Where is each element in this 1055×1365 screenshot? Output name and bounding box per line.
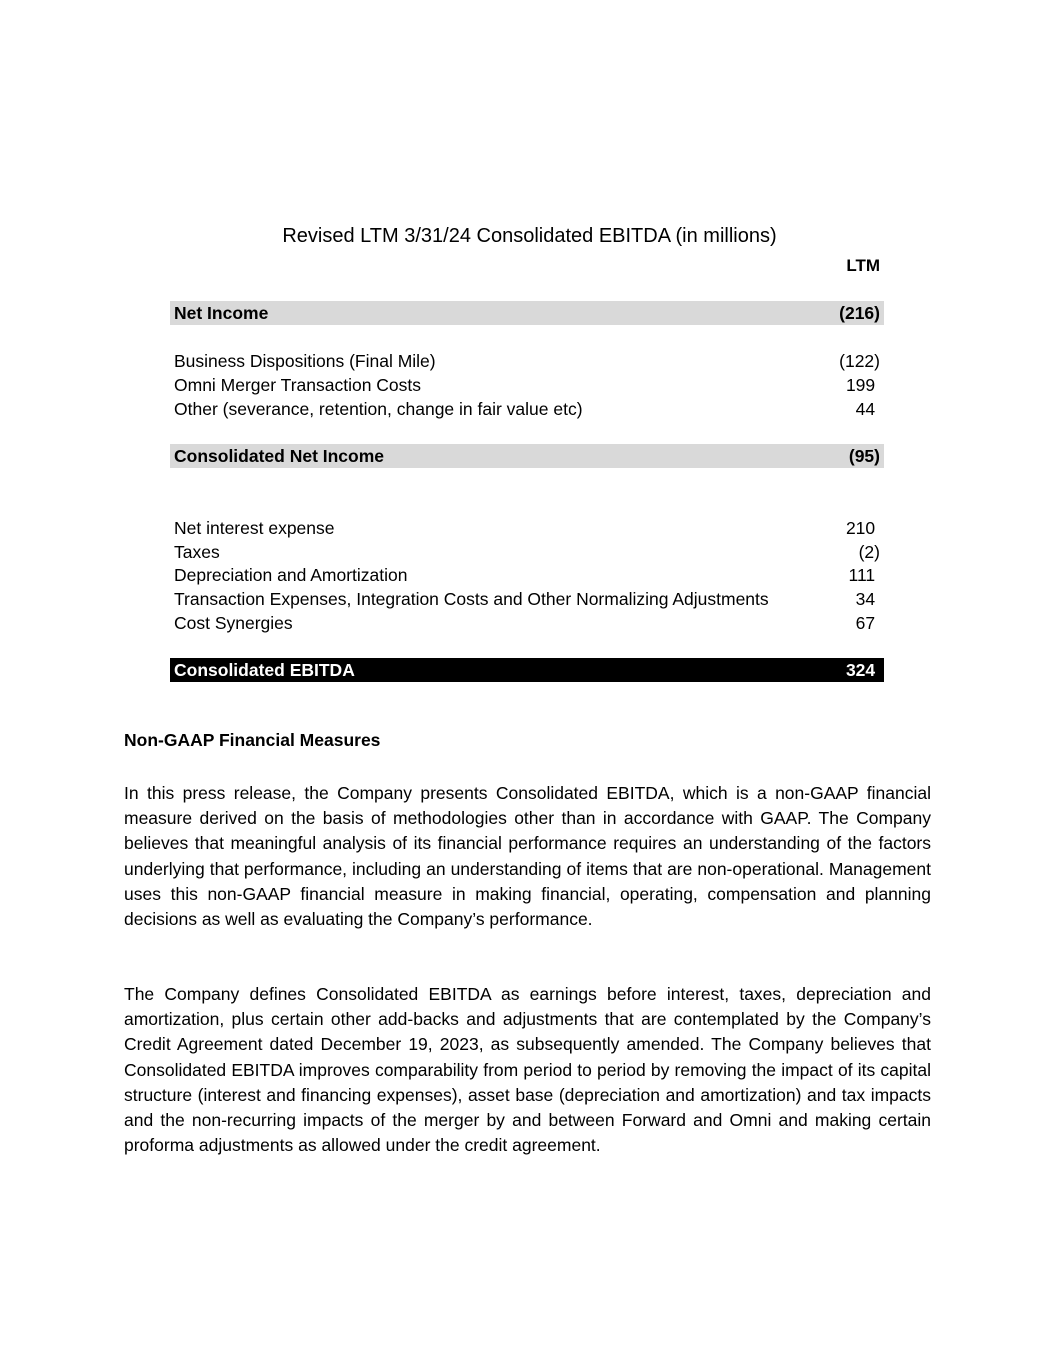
row-label: Net interest expense: [174, 518, 335, 538]
column-header-ltm: LTM: [846, 256, 880, 275]
table-row-consolidated-net-income: [170, 444, 884, 468]
table-row: [170, 540, 884, 564]
paragraph-1: In this press release, the Company presents Consolidated EBITDA, which is a non-GAAP financial measure derived on the basis of methodologies other than in accordance with GAAP. The Company believes that meaningful analysis of its financial performance requires an understanding of the factors underlying that performance, including an understanding of items that are non-operational. Management uses this non-GAAP financial measure in making financial, operating, compensation and planning decisions as well as evaluating the Company’s performance.: [124, 783, 931, 930]
table-row: [170, 611, 884, 635]
table-row: [170, 349, 884, 373]
row-label: Other (severance, retention, change in fair value etc): [174, 399, 583, 419]
row-value: (2): [858, 542, 880, 562]
row-value: 111: [848, 565, 880, 585]
row-value: 67: [855, 613, 880, 633]
table-row: [170, 587, 884, 611]
table-row-consolidated-ebitda: [170, 658, 884, 682]
row-value: 324: [845, 660, 880, 680]
row-label: Consolidated EBITDA: [174, 660, 355, 680]
row-label: Business Dispositions (Final Mile): [174, 351, 436, 371]
row-value: (122): [839, 351, 880, 371]
row-label: Net Income: [174, 303, 269, 323]
table-row-net-income: [170, 301, 884, 325]
table-title: Revised LTM 3/31/24 Consolidated EBITDA (in millions): [282, 225, 777, 247]
table-row: [170, 563, 884, 587]
row-label: Omni Merger Transaction Costs: [174, 375, 422, 395]
table-row: [170, 516, 884, 540]
row-label: Depreciation and Amortization: [174, 565, 408, 585]
section-heading: Non-GAAP Financial Measures: [124, 730, 381, 750]
row-label: Taxes: [174, 542, 220, 562]
row-value: 44: [855, 399, 880, 419]
row-value: (95): [848, 446, 880, 466]
row-value: (216): [839, 303, 880, 323]
row-label: Transaction Expenses, Integration Costs and Other Normalizing Adjustments: [174, 589, 769, 609]
row-value: 34: [855, 589, 880, 609]
paragraph-2: The Company defines Consolidated EBITDA as earnings before interest, taxes, depreciation and amortization, plus certain other add-backs and adjustments that are contemplated by the Company’s Credit Agreement dated December 19, 2023, as subsequently amended. The Company believes that Consolidated EBITDA improves comparability from period to period by removing the impact of its capital structure (interest and financing expenses), asset base (depreciation and amortization) and tax impacts and the non-recurring impacts of the merger by and between Forward and Omni and making certain proforma adjustments as allowed under the credit agreement.: [124, 984, 931, 1156]
row-value: 210: [845, 518, 880, 538]
row-value: 199: [845, 375, 880, 395]
row-label: Consolidated Net Income: [174, 446, 385, 466]
table-row: [170, 373, 884, 397]
table-row: [170, 397, 884, 421]
row-label: Cost Synergies: [174, 613, 293, 633]
